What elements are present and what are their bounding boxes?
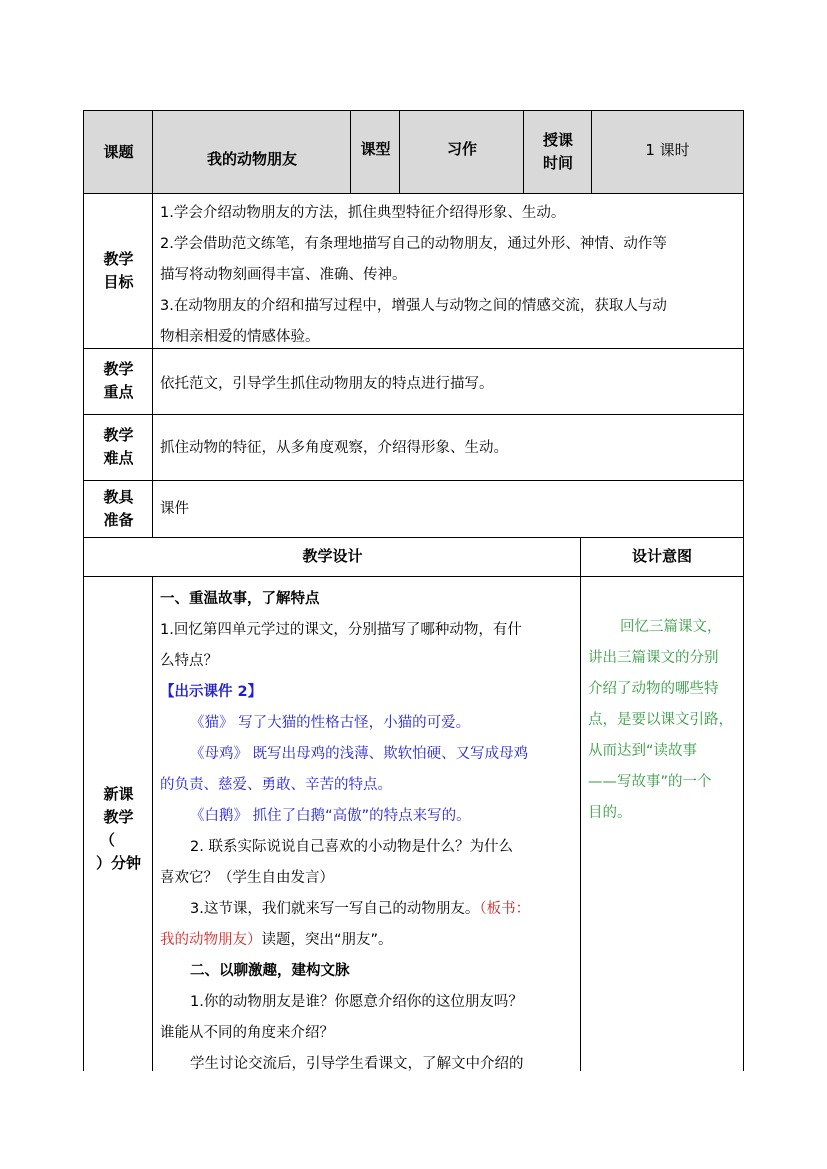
time-value: 1 课时	[592, 111, 743, 193]
new-lesson-label: 新课 教学 （ ）分钟	[95, 784, 141, 872]
hen-line-a: 《母鸡》 既写出母鸡的浅薄、欺软怕硬、又写成母鸡	[190, 746, 529, 762]
table-border-left	[83, 110, 84, 1071]
col-divider	[152, 576, 153, 1071]
col-divider	[523, 110, 524, 193]
intent-line: 点，是要以课文引路，	[588, 712, 733, 728]
materials-text: 课件	[160, 501, 189, 517]
difficulties-label: 教学 难点	[103, 426, 134, 467]
intent-line: 讲出三篇课文的分别	[588, 650, 719, 666]
section1-title: 一、重温故事，了解特点	[160, 591, 320, 607]
row-divider	[83, 576, 744, 577]
intent-text	[588, 612, 743, 829]
row-divider	[83, 348, 744, 349]
question-3b: 我的动物朋友）读题，突出“朋友”。	[160, 932, 393, 948]
key-points-text: 依托范文，引导学生抓住动物朋友的特点进行描写。	[160, 376, 494, 392]
goals-label: 教学 目标	[103, 249, 134, 291]
courseware-label: 【出示课件 2】	[160, 684, 263, 700]
intent-line: 回忆三篇课文，	[620, 619, 722, 635]
question-1b: 么特点？	[160, 653, 218, 669]
goal-line: 1.学会介绍动物朋友的方法，抓住典型特征介绍得形象、生动。	[160, 205, 566, 221]
row-divider	[83, 414, 744, 415]
lesson-content	[160, 584, 580, 1071]
intent-line: 介绍了动物的哪些特	[588, 681, 719, 697]
section2-title: 二、以聊激趣，建构文脉	[190, 963, 350, 979]
s2-last-line: 学生讨论交流后，引导学生看课文，了解文中介绍的	[190, 1056, 524, 1071]
goal-line: 3.在动物朋友的介绍和描写过程中，增强人与动物之间的情感交流，获取人与动	[160, 298, 667, 314]
table-border-right	[743, 110, 744, 1071]
design-header-left: 教学设计	[302, 547, 363, 565]
question-1a: 1.回忆第四单元学过的课文，分别描写了哪种动物，有什	[160, 622, 522, 638]
goal-line: 物相亲相爱的情感体验。	[160, 329, 320, 345]
difficulties-text: 抓住动物的特征，从多角度观察，介绍得形象、生动。	[160, 440, 508, 456]
hen-line-b: 的负责、慈爱、勇敢、辛苦的特点。	[160, 777, 392, 793]
s2-question-1b: 谁能从不同的角度来介绍？	[160, 1025, 334, 1041]
question-2a: 2. 联系实际说说自己喜欢的小动物是什么？为什么	[190, 839, 513, 855]
col-divider	[152, 110, 153, 537]
goals-text	[160, 198, 745, 353]
goal-line: 描写将动物刻画得丰富、准确、传神。	[160, 267, 407, 283]
design-header-right: 设计意图	[631, 547, 692, 565]
cat-line: 《猫》 写了大猫的性格古怪，小猫的可爱。	[190, 715, 471, 731]
question-2b: 喜欢它？（学生自由发言）	[160, 870, 334, 886]
type-label: 课型	[351, 111, 400, 193]
type-value: 习作	[400, 111, 524, 193]
intent-line: 目的。	[588, 805, 632, 821]
intent-line: 从而达到“读故事	[588, 743, 698, 759]
row-divider	[83, 480, 744, 481]
row-divider	[83, 193, 744, 194]
col-divider	[399, 110, 400, 193]
row-divider	[83, 537, 744, 538]
intent-line: ——写故事”的一个	[588, 774, 712, 790]
table-border-top	[83, 110, 744, 111]
col-divider	[591, 110, 592, 193]
key-points-label: 教学 重点	[103, 360, 134, 401]
s2-question-1a: 1.你的动物朋友是谁？你愿意介绍你的这位朋友吗？	[190, 994, 523, 1010]
goal-line: 2.学会借助范文练笔，有条理地描写自己的动物朋友，通过外形、神情、动作等	[160, 236, 667, 252]
col-divider	[350, 110, 351, 193]
time-label: 授课 时间	[524, 111, 592, 193]
topic-label: 课题	[84, 111, 153, 193]
col-divider	[580, 537, 581, 1071]
question-3a: 3.这节课，我们就来写一写自己的动物朋友。（板书：	[190, 901, 531, 917]
topic-value: 我的动物朋友	[153, 111, 351, 193]
materials-label: 教具 准备	[103, 487, 134, 529]
goose-line: 《白鹅》 抓住了白鹅“高傲”的特点来写的。	[190, 808, 471, 824]
